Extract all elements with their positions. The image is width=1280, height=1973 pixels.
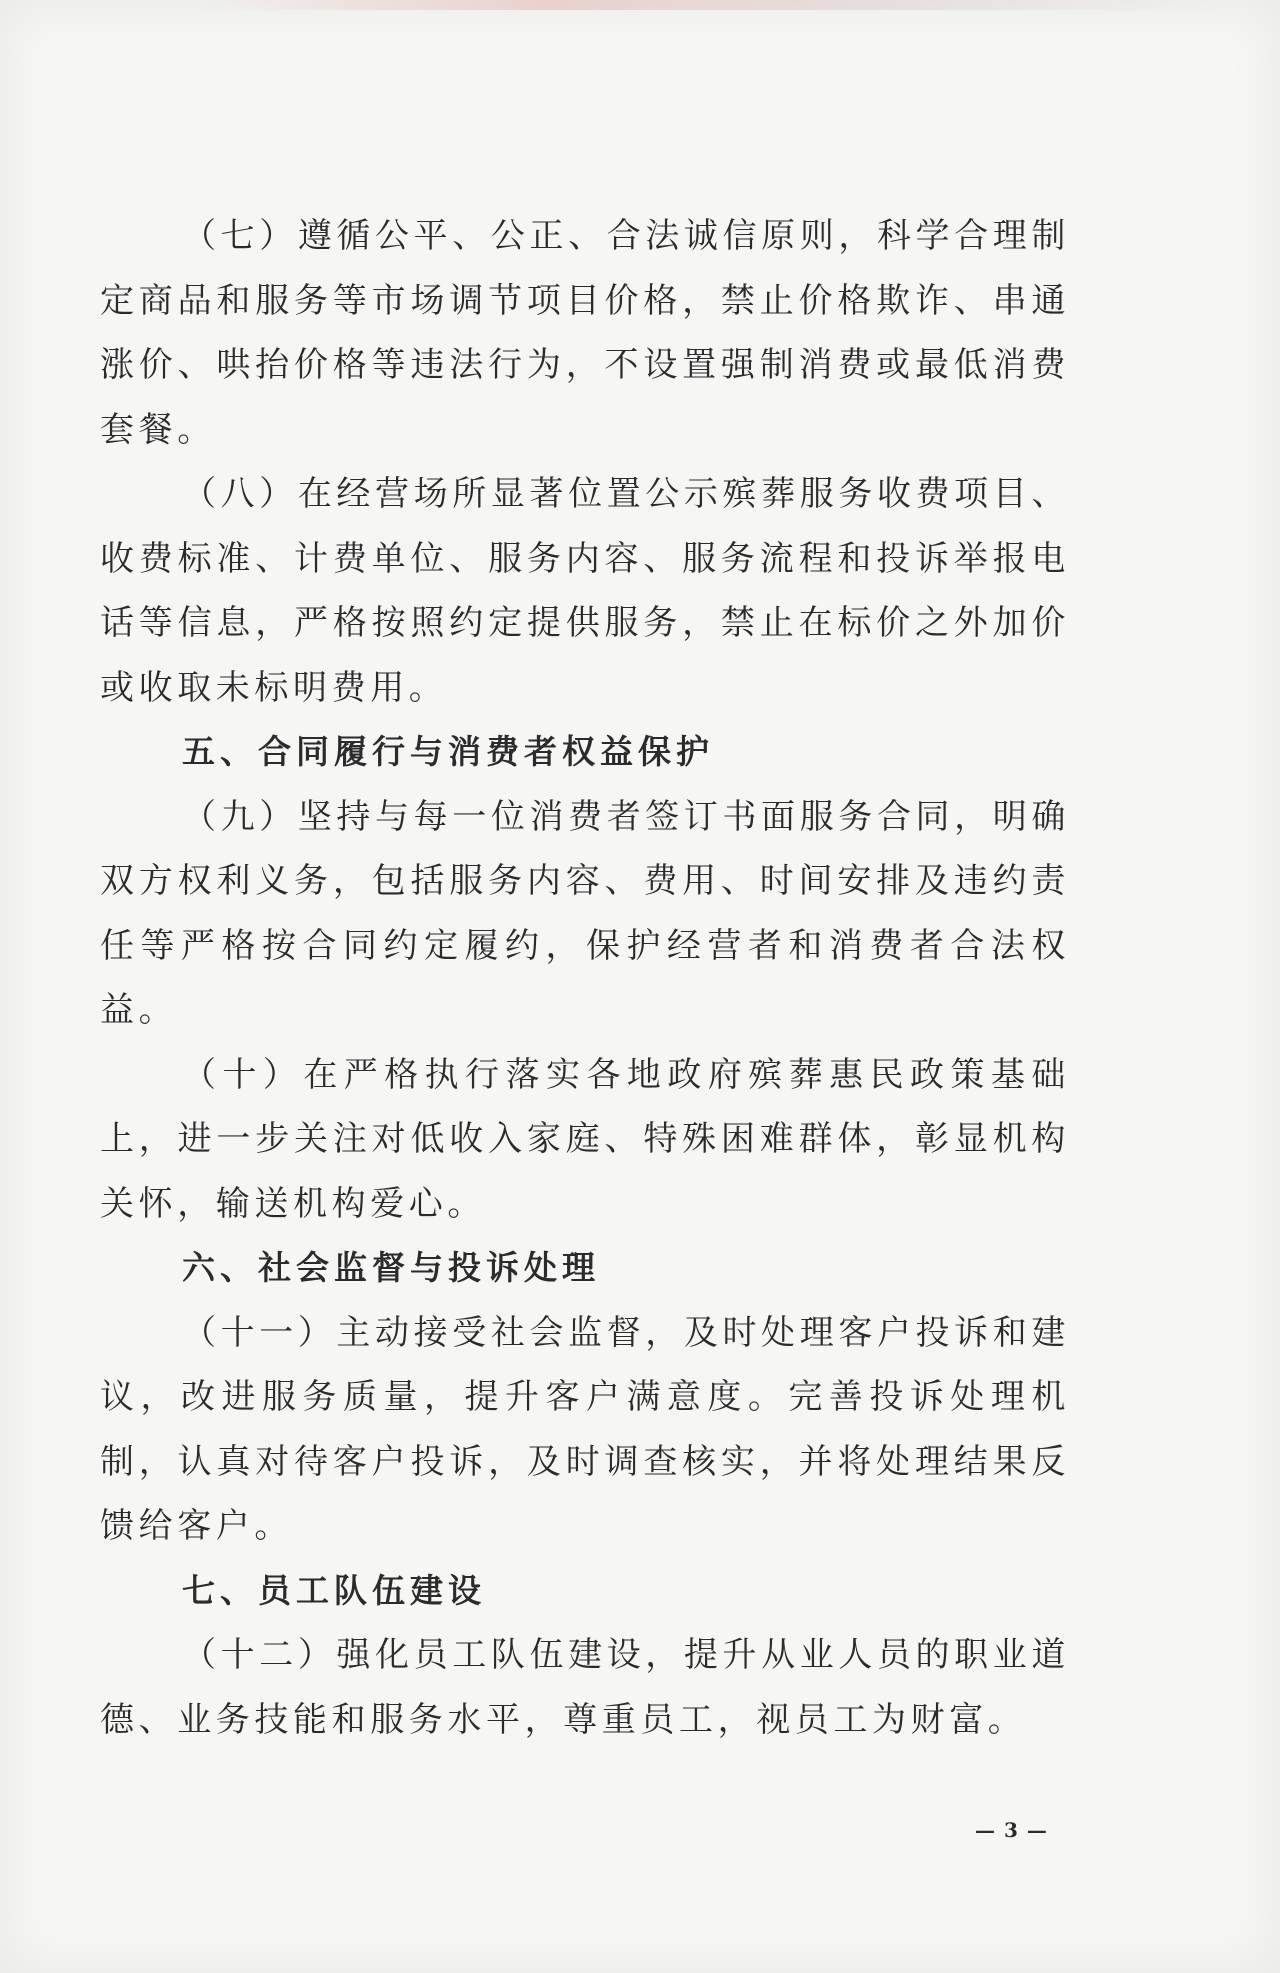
paragraph-11: （十一）主动接受社会监督，及时处理客户投诉和建议，改进服务质量，提升客户满意度。完善投诉处理机制，认真对待客户投诉，及时调查核实，并将处理结果反馈给客户。 <box>100 1312 1070 1546</box>
page-number: — 3 — <box>975 1818 1048 1842</box>
paragraph-12: （十二）强化员工队伍建设，提升从业人员的职业道德、业务技能和服务水平，尊重员工，视员工为财富。 <box>100 1635 1070 1740</box>
paragraph-10: （十）在严格执行落实各地政府殡葬惠民政策基础上，进一步关注对低收入家庭、特殊困难群体，彰显机构关怀，输送机构爱心。 <box>100 1054 1070 1224</box>
section-heading-7: 七、员工队伍建设 <box>182 1570 486 1610</box>
paragraph-8: （八）在经营场所显著位置公示殡葬服务收费项目、收费标准、计费单位、服务内容、服务流程和投诉举报电话等信息，严格按照约定提供服务，禁止在标价之外加价或收取未标明费用。 <box>100 474 1070 708</box>
paragraph-7: （七）遵循公平、公正、合法诚信原则，科学合理制定商品和服务等市场调节项目价格，禁止价格欺诈、串通涨价、哄抬价格等违法行为，不设置强制消费或最低消费套餐。 <box>100 216 1070 450</box>
scan-edge-tint <box>200 0 1220 10</box>
document-body <box>100 204 1070 1752</box>
paragraph-9: （九）坚持与每一位消费者签订书面服务合同，明确双方权利义务，包括服务内容、费用、时间安排及违约责任等严格按合同约定履约，保护经营者和消费者合法权益。 <box>100 796 1070 1030</box>
section-heading-6: 六、社会监督与投诉处理 <box>182 1248 600 1287</box>
section-heading-5: 五、合同履行与消费者权益保护 <box>182 732 714 771</box>
